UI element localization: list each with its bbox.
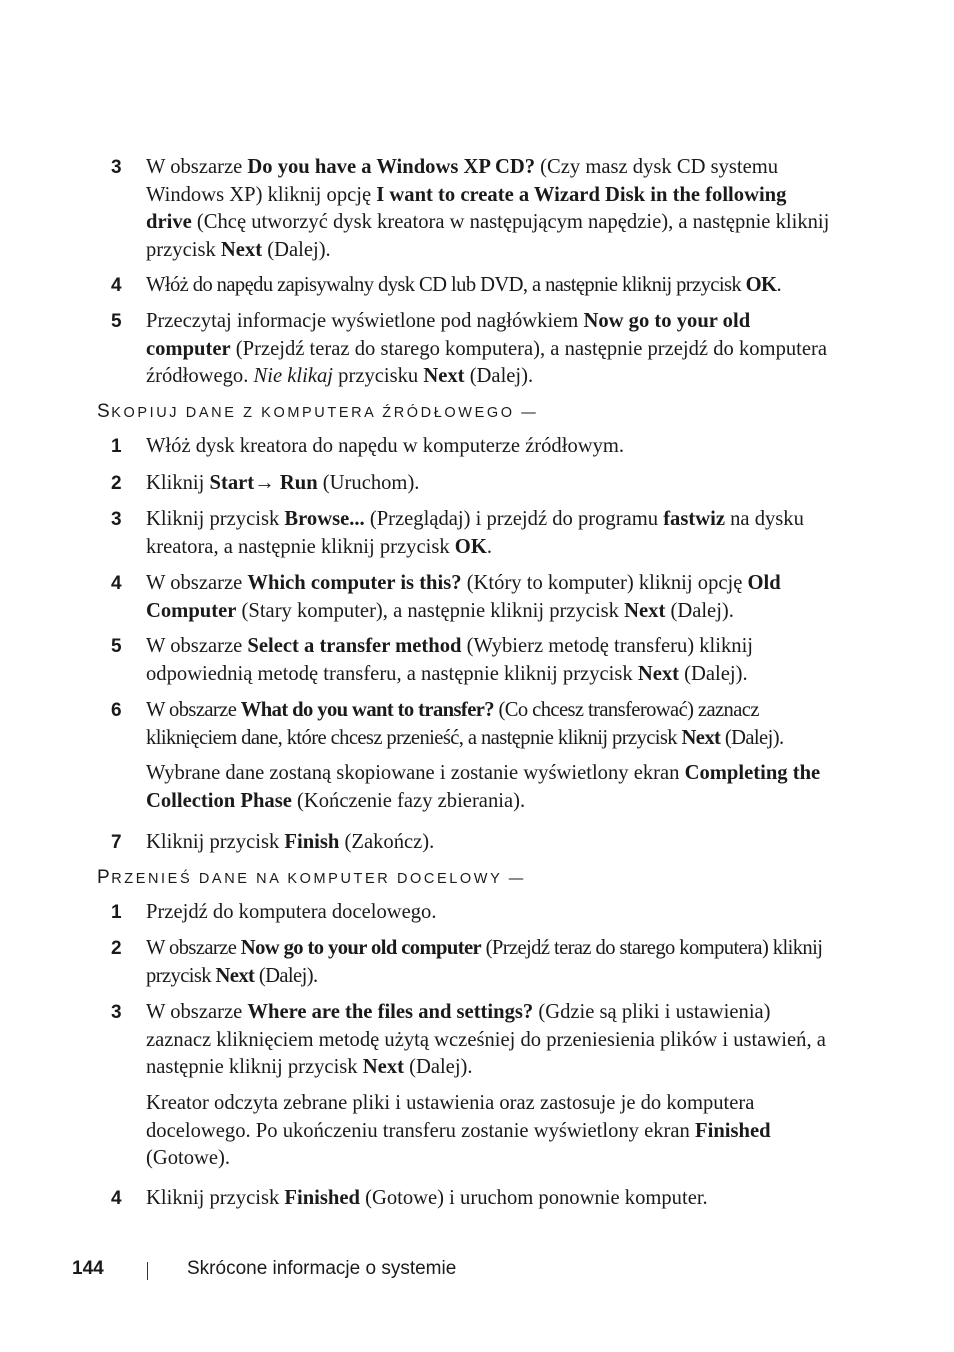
bold-term: Next <box>362 1056 404 1078</box>
bold-term: OK <box>454 535 487 558</box>
text-run: (Przeglądaj) i przejdź do programu <box>364 508 664 530</box>
footer-divider <box>147 1262 148 1280</box>
step-number: 4 <box>111 275 122 296</box>
step-text <box>146 697 836 752</box>
bold-term: Finished <box>284 1187 360 1209</box>
text-run: (Zakończ). <box>339 831 435 853</box>
section-heading: SKOPIUJ DANE Z KOMPUTERA ŹRÓDŁOWEGO — <box>97 401 539 422</box>
step-text <box>146 899 836 927</box>
step-number: 6 <box>111 700 122 721</box>
step-text <box>146 999 836 1082</box>
step-number: 5 <box>111 311 122 332</box>
text-run: W obszarze <box>146 156 248 178</box>
text-run: (Dalej). <box>464 365 534 387</box>
step-number: 4 <box>111 1188 122 1209</box>
text-run: (Dalej). <box>679 662 748 685</box>
bold-term: Where are the files and settings? <box>247 1001 534 1023</box>
text-run: Przeczytaj informacje wyświetlone pod nagłówkiem <box>146 310 584 332</box>
bold-term: fastwiz <box>663 508 725 530</box>
bold-term: Old Computer <box>146 572 781 622</box>
text-run: (Dalej). <box>262 238 331 261</box>
text-run: (Kończenie fazy zbierania). <box>291 789 526 812</box>
text-run: Kliknij <box>146 472 210 494</box>
bold-term: Next <box>681 726 721 749</box>
text-run: (Gdzie są pliki i ustawienia) zaznacz kliknięciem metodę użytą wcześniej do przeniesienia plików i ustawień, a następnie kliknij przycisk <box>146 1001 826 1078</box>
text-run: (Dalej). <box>665 599 734 622</box>
bold-term: I want to create a Wizard Disk in the following drive <box>146 183 787 233</box>
text-run: Kliknij przycisk <box>146 508 285 530</box>
step-text <box>146 154 836 264</box>
section-heading: PRZENIEŚ DANE NA KOMPUTER DOCELOWY — <box>97 867 526 888</box>
text-run: (Wybierz metodę transferu) kliknij odpowiednią metodę transferu, a następnie kliknij przycisk <box>146 635 754 685</box>
bold-term: Next <box>637 662 679 685</box>
text-run: W obszarze <box>146 572 248 594</box>
bold-term: Start <box>209 472 255 494</box>
text-run: W obszarze <box>146 1001 248 1023</box>
text-run: przycisku <box>333 365 424 387</box>
step-number: 1 <box>111 902 122 923</box>
text-run: (Czy masz dysk CD systemu Windows XP) kliknij opcję <box>146 156 779 206</box>
bold-term: Next <box>624 599 666 622</box>
step-text <box>146 829 836 857</box>
text-run: (Stary komputer), a następnie kliknij przycisk <box>236 599 625 622</box>
bold-term: OK <box>745 274 777 296</box>
step-number: 3 <box>111 509 122 530</box>
text-run: (Gotowe). <box>146 1147 231 1169</box>
text-run: na dysku kreatora, a następnie kliknij przycisk <box>146 508 804 558</box>
bold-term: Run <box>279 472 318 494</box>
bold-term: Next <box>423 365 465 387</box>
text-run: W obszarze <box>146 937 241 959</box>
text-run: (Gotowe) i uruchom ponownie komputer. <box>359 1187 708 1209</box>
bold-term: Completing the Collection Phase <box>146 762 821 812</box>
text-run: . <box>486 535 492 558</box>
step-number: 2 <box>111 473 122 494</box>
text-run: (Uruchom). <box>317 472 420 494</box>
step-number: 4 <box>111 573 122 594</box>
step-text <box>146 633 836 688</box>
step-number: 7 <box>111 832 122 853</box>
bold-term: Finished <box>695 1119 771 1142</box>
text-run: (Dalej). <box>254 964 318 987</box>
step-number: 5 <box>111 636 122 657</box>
text-run: (Dalej). <box>720 726 784 749</box>
text-run: (Przejdź teraz do starego komputera), a następnie przejdź do komputera źródłowego. <box>146 337 828 387</box>
emphasis-text: Nie klikaj <box>253 365 334 387</box>
bold-term: Now go to your old computer <box>146 310 751 360</box>
bold-term: Do you have a Windows XP CD? <box>247 156 535 178</box>
step-text <box>146 308 836 391</box>
bold-term: Which computer is this? <box>247 572 462 594</box>
text-run: Wybrane dane zostaną skopiowane i zostanie wyświetlony ekran <box>146 762 685 784</box>
footer-title: Skrócone informacje o systemie <box>187 1258 457 1279</box>
bold-term: Now go to your old computer <box>240 937 482 959</box>
text-run: (Który to komputer) kliknij opcję <box>461 572 748 594</box>
step-text <box>146 570 836 625</box>
step-text <box>146 506 836 561</box>
step-text <box>146 272 836 300</box>
text-run: Włóż dysk kreatora do napędu w komputerze źródłowym. <box>146 435 625 457</box>
page-number: 144 <box>72 1258 104 1279</box>
bold-term: Finish <box>284 831 340 853</box>
step-number: 3 <box>111 157 122 178</box>
step-text <box>146 935 836 990</box>
step-note <box>146 760 836 815</box>
text-run: Kliknij przycisk <box>146 831 285 853</box>
text-run: Przejdź do komputera docelowego. <box>146 901 437 923</box>
text-run: Kreator odczyta zebrane pliki i ustawienia oraz zastosuje je do komputera docelowego. Po ukończeniu transferu zostanie wyświetlony ekran <box>146 1092 755 1142</box>
text-run: (Co chcesz transferować) zaznacz kliknięciem dane, które chcesz przenieść, a następnie kliknij przycisk <box>146 699 759 749</box>
text-run: W obszarze <box>146 699 241 721</box>
bold-term: Browse... <box>284 508 365 530</box>
text-run: Kliknij przycisk <box>146 1187 285 1209</box>
step-note <box>146 1090 836 1173</box>
bold-term: What do you want to transfer? <box>240 699 494 721</box>
text-run: (Przejdź teraz do starego komputera) kliknij przycisk <box>146 937 823 987</box>
text-run: W obszarze <box>146 635 248 657</box>
step-number: 1 <box>111 436 122 457</box>
step-text <box>146 433 836 461</box>
text-run: Włóż do napędu zapisywalny dysk CD lub DVD, a następnie kliknij przycisk <box>146 274 746 296</box>
step-text <box>146 470 836 498</box>
text-run: (Dalej). <box>403 1056 473 1078</box>
bold-term: Next <box>215 964 255 987</box>
step-number: 2 <box>111 938 122 959</box>
step-number: 3 <box>111 1002 122 1023</box>
bold-term: Select a transfer method <box>247 635 462 657</box>
text-run: (Chcę utworzyć dysk kreatora w następującym napędzie), a następnie kliknij przycisk <box>146 211 830 261</box>
bold-term: Next <box>220 238 263 261</box>
text-run: . <box>776 274 782 296</box>
step-text <box>146 1185 836 1213</box>
text-run: → <box>254 472 280 494</box>
